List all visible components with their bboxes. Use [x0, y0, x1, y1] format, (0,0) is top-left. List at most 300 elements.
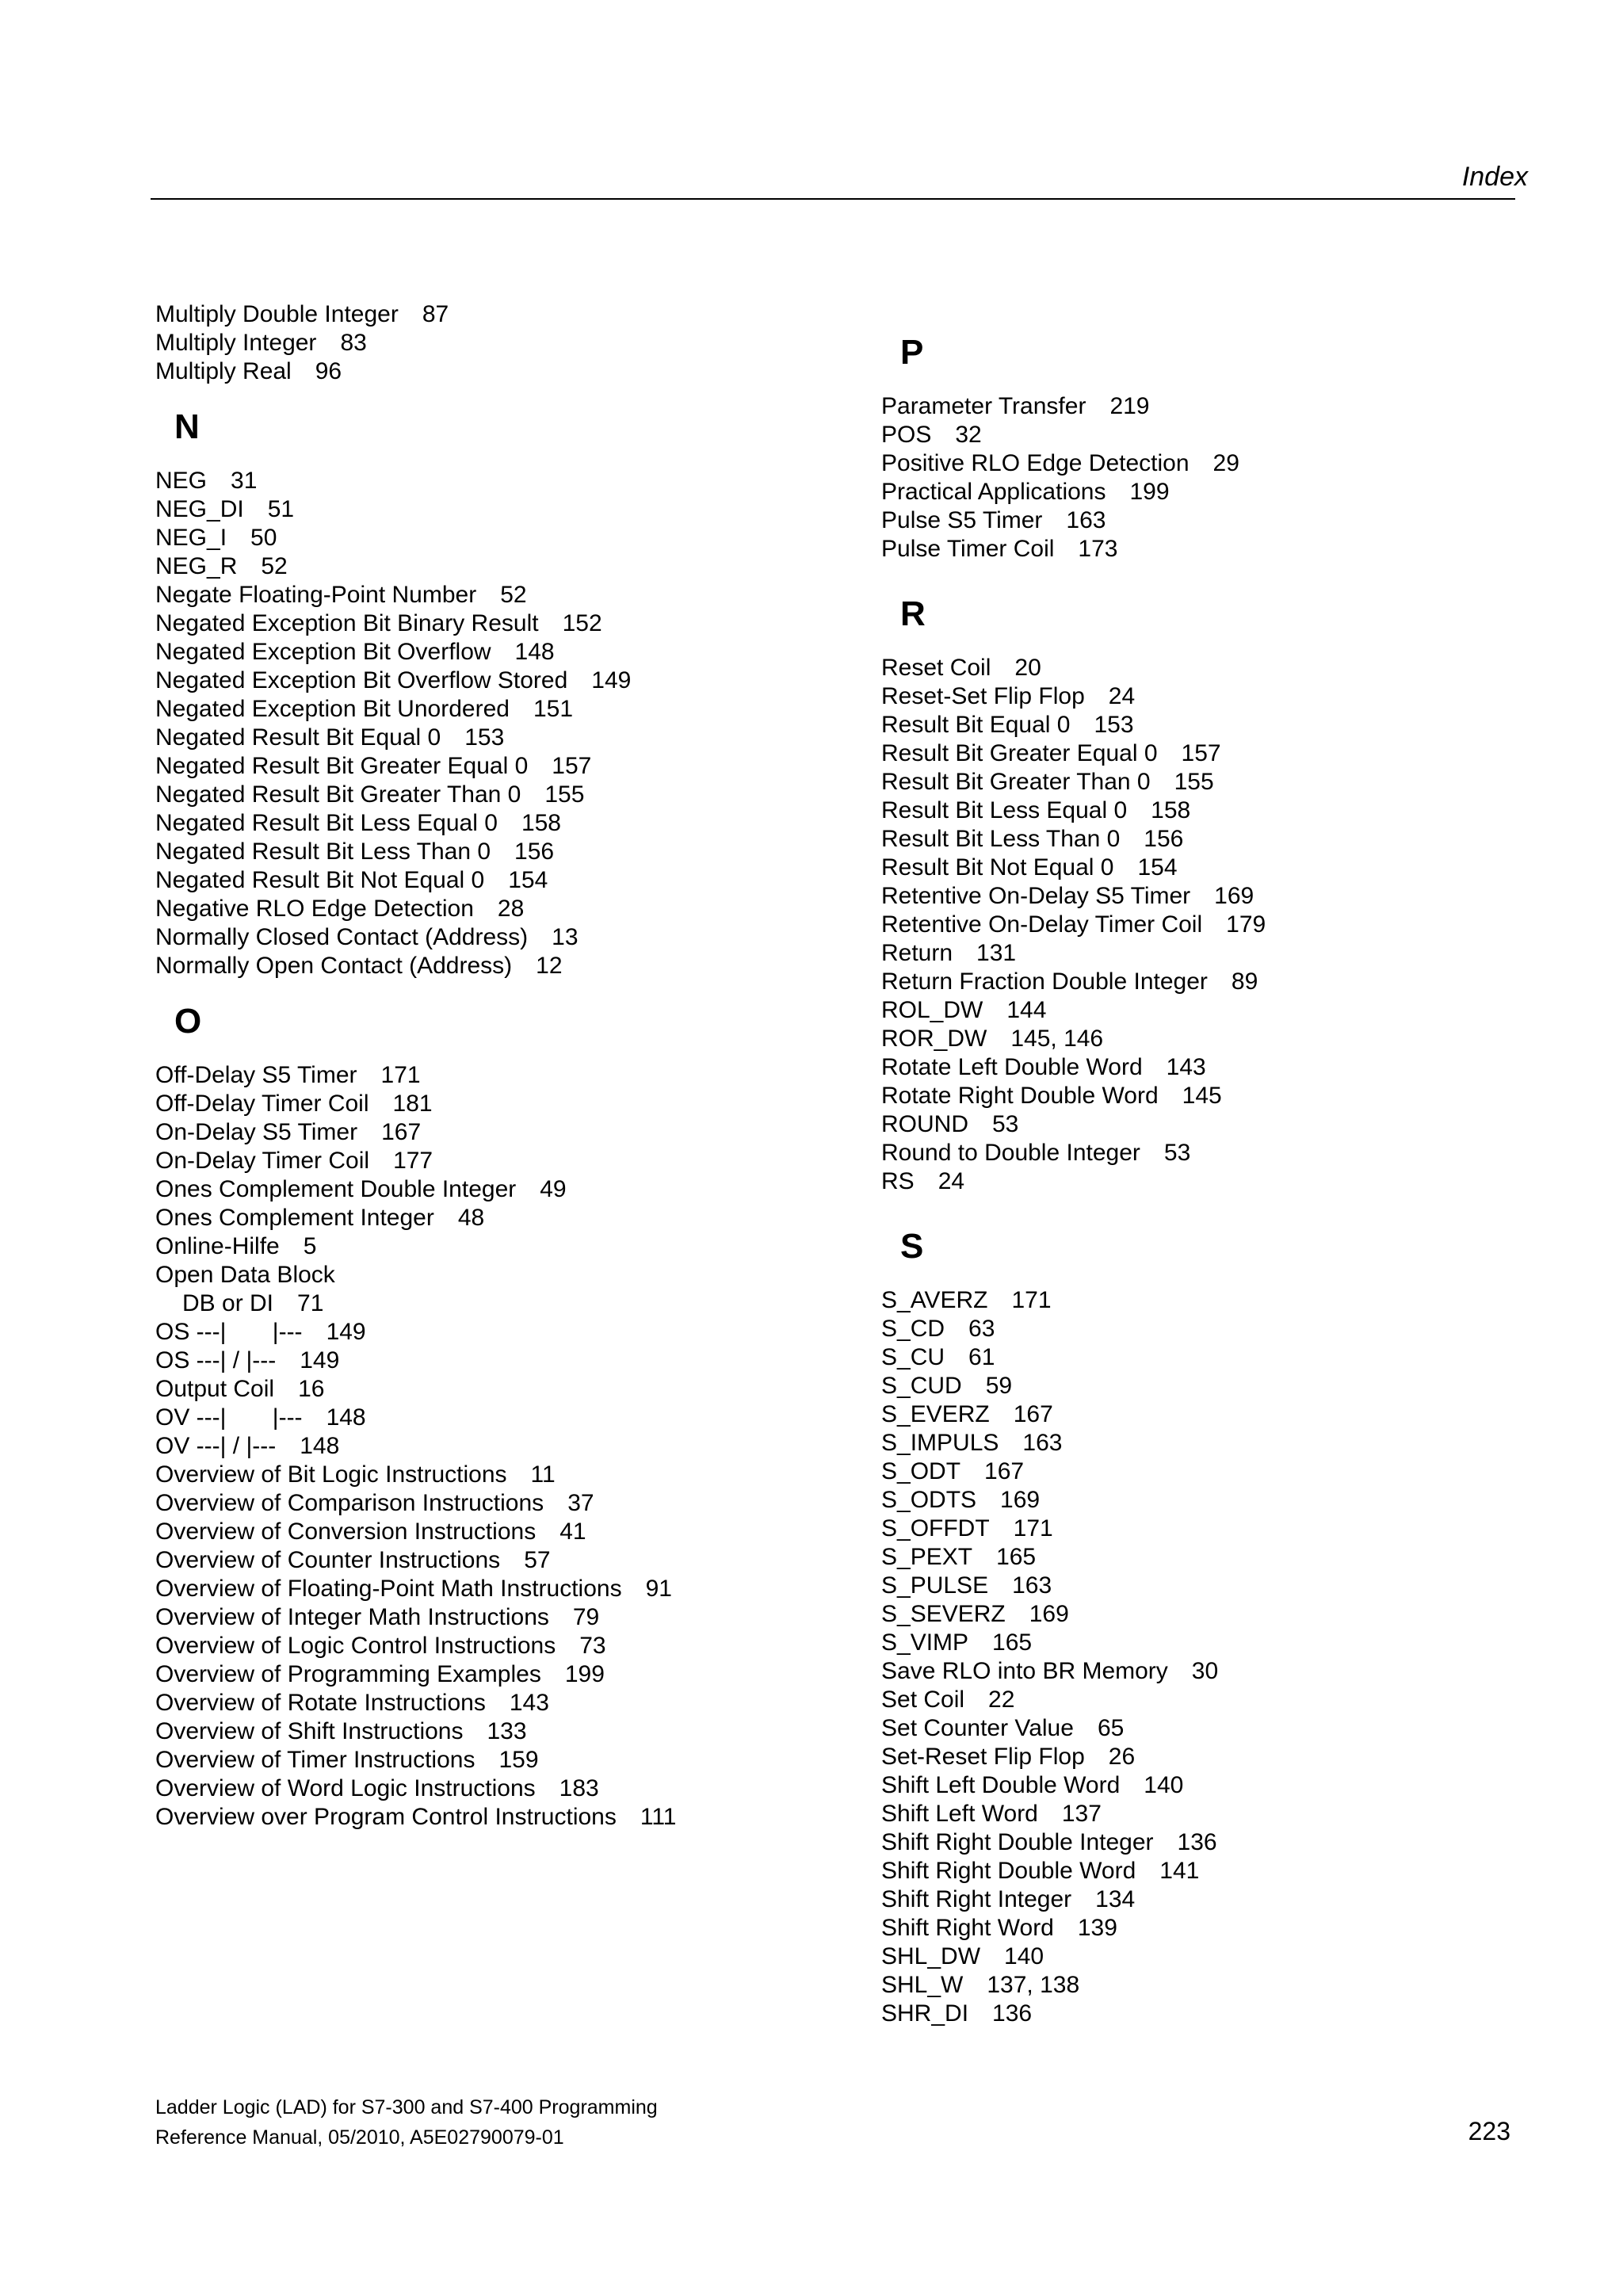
footer — [155, 2092, 658, 2153]
index-section-letter: P — [900, 333, 924, 372]
index-term: NEG_DI — [155, 496, 244, 522]
index-term: Result Bit Less Equal 0 — [881, 797, 1128, 823]
index-section — [881, 590, 1531, 1196]
index-page-ref: 48 — [457, 1205, 485, 1231]
index-term: Retentive On-Delay S5 Timer — [881, 883, 1191, 909]
index-entry — [155, 1090, 853, 1118]
index-page-ref: 52 — [261, 553, 288, 579]
index-entry — [155, 838, 853, 866]
index-page-ref: 57 — [524, 1547, 551, 1573]
index-entry — [881, 797, 1531, 825]
index-entry — [881, 1800, 1531, 1828]
index-column-right — [881, 329, 1531, 2028]
index-term: NEG_I — [155, 525, 227, 551]
index-entry — [155, 1375, 853, 1404]
footer-manual-title: Ladder Logic (LAD) for S7-300 and S7-400 Programming — [155, 2096, 658, 2118]
index-entry — [881, 1053, 1531, 1082]
index-entry — [881, 654, 1531, 682]
index-term: Negated Exception Bit Overflow Stored — [155, 667, 568, 693]
index-page-ref: 65 — [1097, 1715, 1125, 1741]
index-entry — [155, 923, 853, 952]
index-page-ref: 79 — [572, 1604, 600, 1630]
index-entry — [155, 467, 853, 495]
index-entry — [881, 1600, 1531, 1629]
index-entry — [881, 1714, 1531, 1743]
index-page-ref: 145 — [1182, 1083, 1222, 1109]
page-number: 223 — [1468, 2117, 1510, 2145]
index-page-ref: 137, 138 — [987, 1972, 1080, 1998]
index-page-ref: 144 — [1006, 997, 1047, 1023]
index-entry — [155, 1175, 853, 1204]
index-entry — [155, 1632, 853, 1660]
index-term: S_IMPULS — [881, 1430, 999, 1456]
index-term: Open Data Block — [155, 1262, 335, 1288]
index-entry — [881, 825, 1531, 854]
index-term: S_SEVERZ — [881, 1601, 1006, 1627]
index-term: Set Coil — [881, 1687, 965, 1713]
index-entry — [155, 1404, 853, 1432]
index-entry — [155, 1546, 853, 1575]
index-entry — [155, 357, 853, 386]
index-term: S_CU — [881, 1344, 945, 1370]
index-page-ref: 30 — [1191, 1658, 1219, 1684]
index-term: Shift Right Integer — [881, 1886, 1072, 1912]
index-term: NEG — [155, 468, 208, 494]
index-page-ref: 163 — [1012, 1572, 1052, 1599]
index-entry — [155, 1147, 853, 1175]
index-entry — [155, 1660, 853, 1689]
index-entry — [155, 1318, 853, 1347]
index-page-ref: 145, 146 — [1010, 1026, 1104, 1052]
index-term: Result Bit Greater Equal 0 — [881, 740, 1158, 766]
index-entry — [881, 2000, 1531, 2028]
index-term: Normally Open Contact (Address) — [155, 953, 513, 979]
index-entry — [155, 1061, 853, 1090]
index-term: Overview over Program Control Instructions — [155, 1804, 617, 1830]
index-entry — [881, 1572, 1531, 1600]
index-term: SHR_DI — [881, 2000, 969, 2027]
index-entry — [881, 854, 1531, 882]
index-page-ref: 149 — [591, 667, 632, 693]
index-term: Shift Right Double Word — [881, 1858, 1136, 1884]
index-page-ref: 13 — [552, 924, 579, 950]
index-page-ref: 20 — [1014, 655, 1041, 681]
index-page-ref: 53 — [992, 1111, 1019, 1137]
index-term: Multiply Integer — [155, 330, 317, 356]
index-term: Positive RLO Edge Detection — [881, 450, 1190, 476]
index-page-ref: 153 — [464, 724, 505, 751]
index-entry — [881, 1082, 1531, 1110]
index-entry — [881, 1167, 1531, 1196]
index-term: Negated Result Bit Greater Than 0 — [155, 781, 521, 808]
index-entry — [155, 1461, 853, 1489]
index-entry — [155, 866, 853, 895]
index-term: Overview of Programming Examples — [155, 1661, 541, 1687]
index-term: Overview of Conversion Instructions — [155, 1519, 537, 1545]
index-term: Negated Result Bit Equal 0 — [155, 724, 441, 751]
index-entry — [155, 1689, 853, 1717]
index-entry — [881, 911, 1531, 939]
index-term: Reset-Set Flip Flop — [881, 683, 1085, 709]
index-page-ref: 53 — [1163, 1140, 1191, 1166]
index-page-ref: 52 — [500, 582, 527, 608]
index-page-ref: 24 — [938, 1168, 965, 1194]
index-term: OS ---| / |--- — [155, 1347, 277, 1373]
index-term: Save RLO into BR Memory — [881, 1658, 1168, 1684]
index-term: Result Bit Not Equal 0 — [881, 854, 1114, 881]
index-entry — [155, 781, 853, 809]
index-entry — [881, 1657, 1531, 1686]
index-term: Negated Result Bit Not Equal 0 — [155, 867, 485, 893]
index-entry — [155, 1118, 853, 1147]
index-term: Retentive On-Delay Timer Coil — [881, 911, 1203, 938]
index-section — [881, 1223, 1531, 2028]
index-term: NEG_R — [155, 553, 238, 579]
index-term: S_AVERZ — [881, 1287, 988, 1313]
index-section — [155, 403, 853, 980]
index-term: Shift Left Word — [881, 1801, 1038, 1827]
index-entry — [881, 1914, 1531, 1943]
index-term: Negated Exception Bit Unordered — [155, 696, 510, 722]
index-term: Online-Hilfe — [155, 1233, 280, 1259]
index-entry — [155, 1261, 853, 1289]
index-entry — [155, 1575, 853, 1603]
index-term: Negated Exception Bit Binary Result — [155, 610, 539, 636]
index-page-ref: 134 — [1095, 1886, 1136, 1912]
index-term: Overview of Bit Logic Instructions — [155, 1461, 507, 1488]
index-page-ref: 63 — [968, 1316, 995, 1342]
index-entry — [155, 609, 853, 638]
index-entry — [881, 449, 1531, 478]
index-page-ref: 149 — [326, 1319, 366, 1345]
index-section-letter: S — [900, 1227, 924, 1266]
index-section-letter: R — [900, 594, 926, 633]
index-entry — [155, 495, 853, 524]
index-page-ref: 156 — [514, 839, 555, 865]
index-entry — [155, 1803, 853, 1832]
index-term: Overview of Timer Instructions — [155, 1747, 475, 1773]
index-page-ref: 32 — [955, 422, 982, 448]
index-term: Shift Right Word — [881, 1915, 1054, 1941]
index-page-ref: 167 — [381, 1119, 422, 1145]
index-entry — [155, 895, 853, 923]
index-entry — [881, 421, 1531, 449]
index-term: S_VIMP — [881, 1629, 969, 1656]
index-entry — [155, 1232, 853, 1261]
index-page-ref: 153 — [1094, 712, 1134, 738]
index-page-ref: 155 — [544, 781, 585, 808]
index-entry — [881, 739, 1531, 768]
index-page-ref: 61 — [968, 1344, 995, 1370]
index-page-ref: 199 — [564, 1661, 605, 1687]
index-term: OV ---| / |--- — [155, 1433, 277, 1459]
index-term: Result Bit Less Than 0 — [881, 826, 1121, 852]
index-term: S_CD — [881, 1316, 945, 1342]
index-entry — [881, 1110, 1531, 1139]
index-term: Result Bit Equal 0 — [881, 712, 1071, 738]
index-entry — [881, 1025, 1531, 1053]
index-term: Return Fraction Double Integer — [881, 968, 1208, 995]
index-term: Shift Left Double Word — [881, 1772, 1121, 1798]
index-page-ref: 96 — [315, 358, 342, 384]
index-term: S_CUD — [881, 1373, 962, 1399]
index-term: S_PULSE — [881, 1572, 989, 1599]
index-entry — [881, 1857, 1531, 1885]
index-page-ref: 169 — [1214, 883, 1254, 909]
index-entry — [881, 1139, 1531, 1167]
index-page-ref: 183 — [559, 1775, 599, 1801]
index-page-ref: 37 — [567, 1490, 594, 1516]
index-page-ref: 165 — [996, 1544, 1037, 1570]
index-entry — [155, 581, 853, 609]
index-term: OS ---| |--- — [155, 1319, 303, 1345]
index-term: Output Coil — [155, 1376, 275, 1402]
index-term: S_OFFDT — [881, 1515, 990, 1541]
index-entry — [881, 535, 1531, 563]
footer-manual-edition: Reference Manual, 05/2010, A5E02790079-01 — [155, 2126, 564, 2149]
index-term: Pulse Timer Coil — [881, 536, 1055, 562]
index-term: Multiply Double Integer — [155, 301, 399, 327]
index-entry — [881, 506, 1531, 535]
index-page-ref: 151 — [533, 696, 574, 722]
index-page-ref: 158 — [1151, 797, 1191, 823]
index-page-ref: 157 — [1181, 740, 1221, 766]
index-entry — [155, 1746, 853, 1775]
index-page-ref: 140 — [1144, 1772, 1184, 1798]
index-term: Overview of Shift Instructions — [155, 1718, 464, 1744]
index-entry — [881, 1343, 1531, 1372]
index-entry — [881, 478, 1531, 506]
index-page-ref: 87 — [422, 301, 449, 327]
index-page-ref: 136 — [1177, 1829, 1217, 1855]
index-entry — [155, 667, 853, 695]
index-entry — [155, 1717, 853, 1746]
index-term: Pulse S5 Timer — [881, 507, 1043, 533]
index-page-ref: 59 — [985, 1373, 1013, 1399]
index-page-ref: 28 — [497, 896, 525, 922]
index-entry — [881, 1457, 1531, 1486]
index-page-ref: 167 — [984, 1458, 1025, 1484]
index-page-ref: 5 — [303, 1233, 317, 1259]
index-page-ref: 171 — [1011, 1287, 1052, 1313]
index-section-letter: O — [174, 1002, 202, 1041]
index-page-ref: 171 — [1013, 1515, 1053, 1541]
index-term: Round to Double Integer — [881, 1140, 1140, 1166]
index-term: S_ODT — [881, 1458, 961, 1484]
index-term: ROL_DW — [881, 997, 983, 1023]
index-term: Set-Reset Flip Flop — [881, 1744, 1085, 1770]
index-term: S_PEXT — [881, 1544, 973, 1570]
index-page-ref: 49 — [540, 1176, 567, 1202]
index-page-ref: 89 — [1231, 968, 1258, 995]
index-term: Overview of Integer Math Instructions — [155, 1604, 549, 1630]
index-term: Multiply Real — [155, 358, 292, 384]
index-entry — [155, 1489, 853, 1518]
index-term: Off-Delay Timer Coil — [155, 1091, 369, 1117]
index-entry — [881, 1771, 1531, 1800]
index-term: On-Delay Timer Coil — [155, 1148, 370, 1174]
index-term: ROUND — [881, 1111, 968, 1137]
index-entry — [881, 1743, 1531, 1771]
index-term: Negated Result Bit Less Than 0 — [155, 839, 491, 865]
index-page-ref: 111 — [640, 1804, 677, 1830]
index-page-ref: 154 — [1137, 854, 1178, 881]
index-page-ref: 83 — [340, 330, 367, 356]
index-entry — [881, 968, 1531, 996]
index-page-ref: 159 — [498, 1747, 539, 1773]
index-entry — [155, 752, 853, 781]
index-term: Overview of Logic Control Instructions — [155, 1633, 556, 1659]
index-entry — [155, 638, 853, 667]
index-page-ref: 12 — [536, 953, 563, 979]
index-page-ref: 148 — [326, 1404, 366, 1431]
index-page-ref: 156 — [1144, 826, 1184, 852]
index-entry — [155, 809, 853, 838]
index-entry — [881, 1971, 1531, 2000]
index-term: Negated Result Bit Less Equal 0 — [155, 810, 498, 836]
index-term: OV ---| |--- — [155, 1404, 303, 1431]
index-page-ref: 22 — [988, 1687, 1015, 1713]
header-rule — [151, 198, 1515, 200]
index-entry — [881, 1885, 1531, 1914]
index-section — [155, 998, 853, 1832]
index-page-ref: 148 — [514, 639, 555, 665]
index-section — [881, 329, 1531, 563]
index-entry — [155, 724, 853, 752]
index-page-ref: 143 — [1166, 1054, 1206, 1080]
index-term: Overview of Floating-Point Math Instructions — [155, 1576, 622, 1602]
index-entry — [881, 768, 1531, 797]
index-term: Off-Delay S5 Timer — [155, 1062, 357, 1088]
index-entry — [881, 996, 1531, 1025]
index-term: Result Bit Greater Than 0 — [881, 769, 1151, 795]
index-page-ref: 140 — [1004, 1943, 1044, 1969]
index-entry — [881, 1486, 1531, 1515]
index-entry — [881, 392, 1531, 421]
index-entry — [155, 329, 853, 357]
index-page-ref: 163 — [1022, 1430, 1063, 1456]
index-term: SHL_W — [881, 1972, 964, 1998]
index-page-ref: 133 — [487, 1718, 527, 1744]
index-page-ref: 171 — [380, 1062, 421, 1088]
index-term: Return — [881, 940, 953, 966]
index-entry — [155, 1347, 853, 1375]
index-page-ref: 148 — [300, 1433, 340, 1459]
index-page-ref: 71 — [297, 1290, 324, 1316]
index-page-ref: 91 — [645, 1576, 672, 1602]
index-entry — [155, 952, 853, 980]
index-term: Overview of Counter Instructions — [155, 1547, 501, 1573]
index-page-ref: 31 — [231, 468, 258, 494]
running-header-title: Index — [1461, 162, 1528, 192]
index-term: Negate Floating-Point Number — [155, 582, 477, 608]
index-subentry — [155, 1289, 853, 1318]
index-page-ref: 155 — [1174, 769, 1214, 795]
index-term: ROR_DW — [881, 1026, 987, 1052]
index-page-ref: 149 — [300, 1347, 340, 1373]
index-entry — [155, 1775, 853, 1803]
index-entry — [881, 1629, 1531, 1657]
index-page-ref: 179 — [1226, 911, 1266, 938]
index-page-ref: 41 — [559, 1519, 586, 1545]
index-page-ref: 157 — [552, 753, 592, 779]
index-term: Parameter Transfer — [881, 393, 1086, 419]
index-entry — [881, 882, 1531, 911]
index-term: Negative RLO Edge Detection — [155, 896, 474, 922]
index-page-ref: 154 — [508, 867, 548, 893]
index-page-ref: 26 — [1108, 1744, 1136, 1770]
index-entry — [155, 1518, 853, 1546]
index-term: Reset Coil — [881, 655, 991, 681]
index-term: S_EVERZ — [881, 1401, 990, 1427]
index-page-ref: 219 — [1109, 393, 1150, 419]
index-term: Overview of Rotate Instructions — [155, 1690, 486, 1716]
index-page-ref: 143 — [509, 1690, 549, 1716]
index-page-ref: 29 — [1212, 450, 1239, 476]
index-page-ref: 169 — [1000, 1487, 1041, 1513]
index-entry — [881, 939, 1531, 968]
index-entry — [881, 1543, 1531, 1572]
index-page-ref: 51 — [267, 496, 295, 522]
index-term: SHL_DW — [881, 1943, 981, 1969]
index-entry — [881, 1686, 1531, 1714]
index-term: Rotate Left Double Word — [881, 1054, 1143, 1080]
index-entry — [881, 1372, 1531, 1400]
index-entry — [155, 552, 853, 581]
index-term: Shift Right Double Integer — [881, 1829, 1154, 1855]
index-term: RS — [881, 1168, 915, 1194]
index-page-ref: 165 — [992, 1629, 1033, 1656]
index-page-ref: 169 — [1029, 1601, 1069, 1627]
index-term: Set Counter Value — [881, 1715, 1074, 1741]
index-page-ref: 141 — [1159, 1858, 1200, 1884]
index-entry — [155, 1432, 853, 1461]
index-entry — [881, 1943, 1531, 1971]
index-term: Ones Complement Integer — [155, 1205, 434, 1231]
index-term: Ones Complement Double Integer — [155, 1176, 517, 1202]
index-page-ref: 152 — [562, 610, 602, 636]
index-term: Rotate Right Double Word — [881, 1083, 1159, 1109]
index-entry — [155, 695, 853, 724]
index-page-ref: 11 — [530, 1461, 556, 1488]
index-column-left — [155, 300, 853, 1832]
index-term: Negated Result Bit Greater Equal 0 — [155, 753, 529, 779]
index-term: Overview of Word Logic Instructions — [155, 1775, 536, 1801]
index-entry — [155, 524, 853, 552]
index-page-ref: 163 — [1066, 507, 1106, 533]
index-page-ref: 177 — [393, 1148, 433, 1174]
index-term: DB or DI — [182, 1290, 274, 1316]
index-section-letter: N — [174, 407, 200, 446]
index-page-ref: 199 — [1129, 479, 1170, 505]
index-entry — [881, 682, 1531, 711]
index-entry — [155, 1204, 853, 1232]
index-page-ref: 131 — [976, 940, 1017, 966]
index-entry — [881, 1828, 1531, 1857]
index-page-ref: 73 — [579, 1633, 606, 1659]
index-entry — [881, 711, 1531, 739]
index-entry — [881, 1286, 1531, 1315]
index-entry — [881, 1400, 1531, 1429]
index-page-ref: 16 — [298, 1376, 325, 1402]
index-page-ref: 139 — [1077, 1915, 1117, 1941]
index-term: Practical Applications — [881, 479, 1106, 505]
index-term: POS — [881, 422, 932, 448]
index-entry — [881, 1315, 1531, 1343]
index-page-ref: 137 — [1061, 1801, 1102, 1827]
index-page-ref: 136 — [992, 2000, 1033, 2027]
index-entry — [881, 1515, 1531, 1543]
